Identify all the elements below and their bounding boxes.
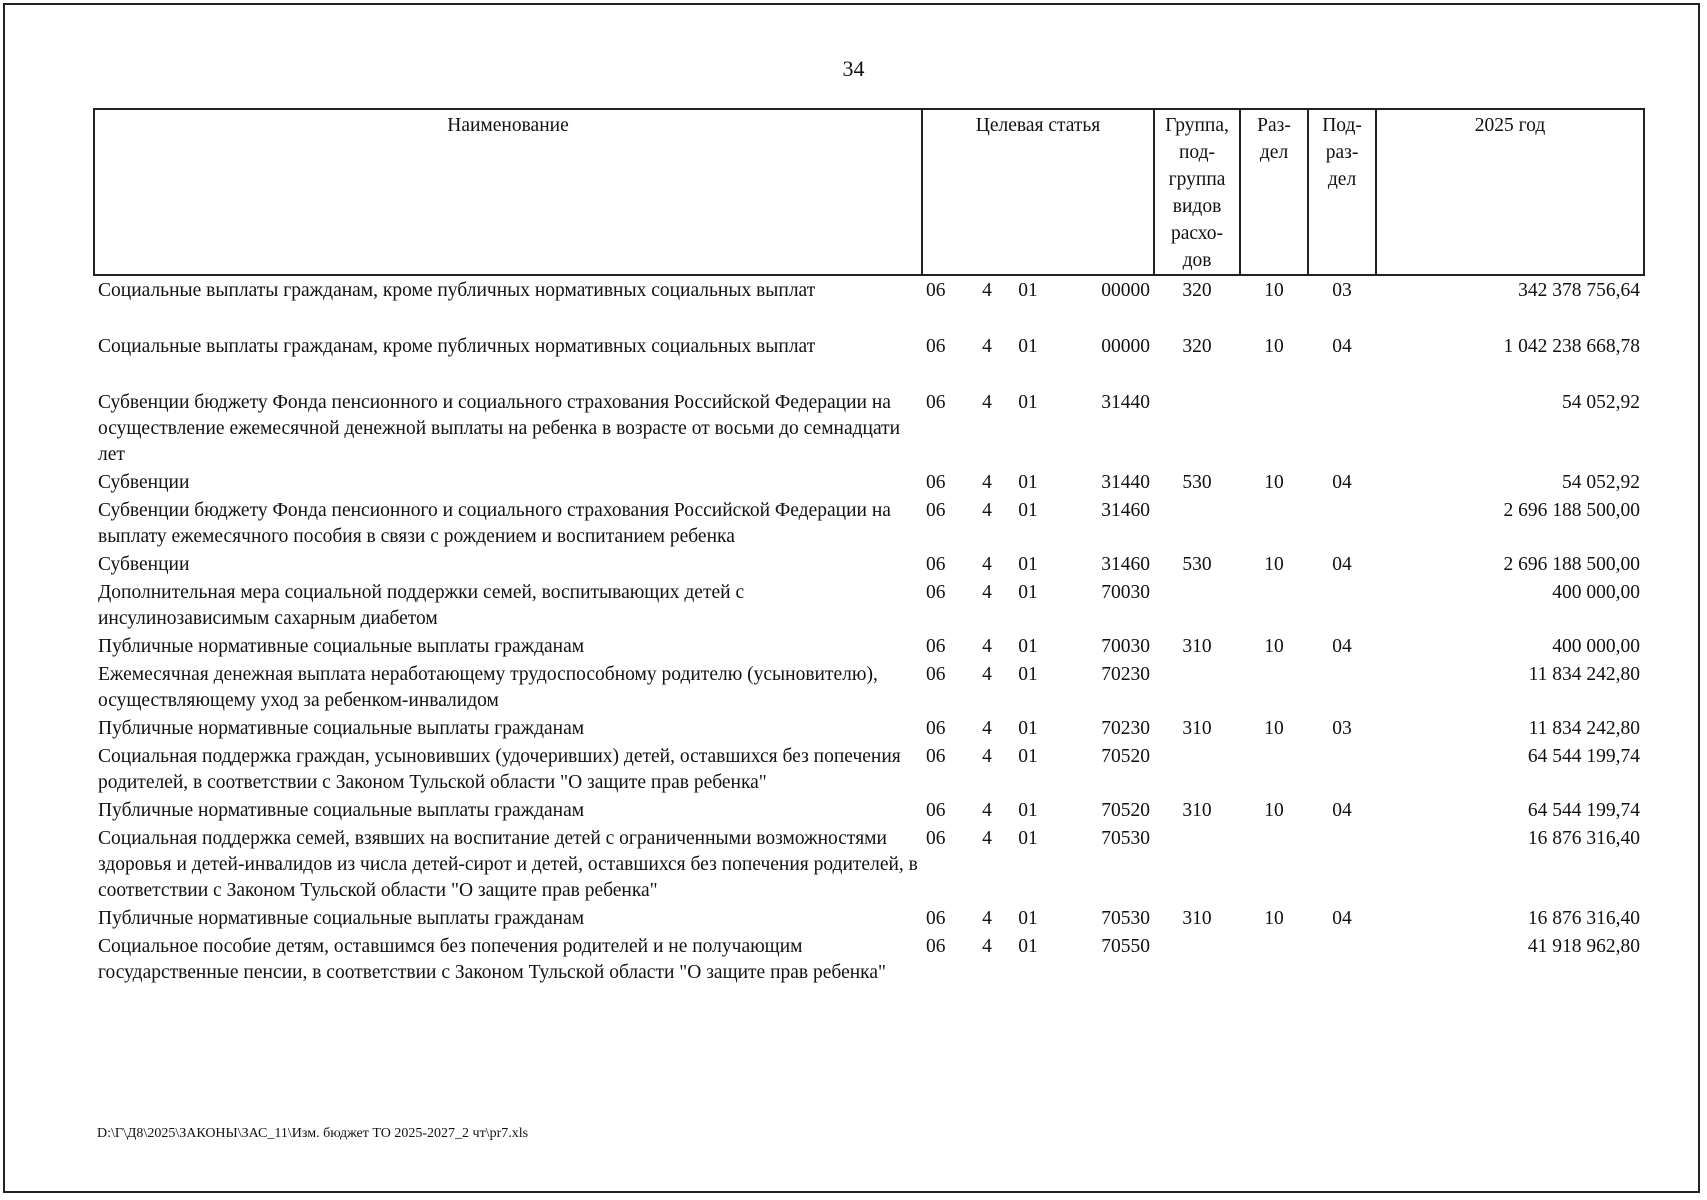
row-section <box>1240 932 1308 986</box>
row-subsection: 04 <box>1332 800 1352 821</box>
row-amount: 54 052,92 <box>1562 472 1641 493</box>
table-header-row <box>94 109 1644 275</box>
header-section: Раз- дел <box>1240 109 1308 275</box>
row-target-article-part3: 01 <box>1018 582 1038 603</box>
row-section <box>1240 824 1308 904</box>
row-expense-group: 310 <box>1182 718 1212 739</box>
header-year: 2025 год <box>1376 109 1644 275</box>
row-name: Социальная поддержка семей, взявших на воспитание детей с ограниченными возможностями здоровья и детей-инвалидов из числа детей-сирот и детей, оставшихся без попечения родителей, в соответствии с Законом Тульской области "О защите прав ребенка" <box>98 828 918 901</box>
row-subsection <box>1308 388 1376 468</box>
row-expense-group: 320 <box>1182 280 1212 301</box>
table-row <box>94 468 1644 496</box>
row-target-article-part4: 70230 <box>1101 718 1151 739</box>
row-target-article-part1: 06 <box>926 554 946 575</box>
row-target-article-part2: 4 <box>982 800 992 821</box>
row-subsection: 03 <box>1332 280 1352 301</box>
row-target-article-part1: 06 <box>926 280 946 301</box>
row-amount: 41 918 962,80 <box>1527 936 1641 957</box>
table-row <box>94 632 1644 660</box>
row-expense-group <box>1154 742 1240 796</box>
row-section: 10 <box>1264 336 1284 357</box>
row-target-article-part3: 01 <box>1018 392 1038 413</box>
row-expense-group <box>1154 660 1240 714</box>
row-target-article-part4: 70530 <box>1101 908 1151 929</box>
row-target-article-part4: 70030 <box>1101 582 1151 603</box>
table-row <box>94 550 1644 578</box>
table-row <box>94 932 1644 986</box>
row-subsection: 04 <box>1332 908 1352 929</box>
row-target-article-part3: 01 <box>1018 936 1038 957</box>
header-name: Наименование <box>94 109 922 275</box>
row-section: 10 <box>1264 280 1284 301</box>
row-target-article-part2: 4 <box>982 336 992 357</box>
table-row <box>94 332 1644 388</box>
row-amount: 16 876 316,40 <box>1527 908 1641 929</box>
table-row <box>94 388 1644 468</box>
row-amount: 54 052,92 <box>1562 392 1641 413</box>
row-target-article-part3: 01 <box>1018 746 1038 767</box>
row-target-article-part4: 70530 <box>1101 828 1151 849</box>
row-expense-group: 310 <box>1182 800 1212 821</box>
row-target-article-part3: 01 <box>1018 280 1038 301</box>
row-target-article-part3: 01 <box>1018 718 1038 739</box>
row-section <box>1240 578 1308 632</box>
row-amount: 400 000,00 <box>1552 636 1641 657</box>
row-target-article-part2: 4 <box>982 472 992 493</box>
row-target-article-part4: 31440 <box>1101 392 1151 413</box>
row-name: Публичные нормативные социальные выплаты гражданам <box>98 908 585 929</box>
row-expense-group: 530 <box>1182 554 1212 575</box>
page-number: 34 <box>842 56 865 81</box>
row-subsection: 04 <box>1332 554 1352 575</box>
header-group: Группа, под- группа видов расхо- дов <box>1154 109 1240 275</box>
row-target-article-part4: 31460 <box>1101 554 1151 575</box>
row-name: Социальные выплаты гражданам, кроме публичных нормативных социальных выплат <box>98 336 816 357</box>
row-section: 10 <box>1264 800 1284 821</box>
row-target-article-part1: 06 <box>926 392 946 413</box>
row-target-article-part3: 01 <box>1018 908 1038 929</box>
row-expense-group: 320 <box>1182 336 1212 357</box>
header-target-article: Целевая статья <box>922 109 1154 275</box>
row-target-article-part1: 06 <box>926 582 946 603</box>
row-target-article-part4: 70520 <box>1101 746 1151 767</box>
row-subsection <box>1308 824 1376 904</box>
row-expense-group <box>1154 496 1240 550</box>
row-subsection <box>1308 932 1376 986</box>
table-row <box>94 496 1644 550</box>
table-row <box>94 578 1644 632</box>
row-target-article-part2: 4 <box>982 908 992 929</box>
row-amount: 64 544 199,74 <box>1527 800 1641 821</box>
row-target-article-part1: 06 <box>926 472 946 493</box>
row-target-article-part3: 01 <box>1018 336 1038 357</box>
row-amount: 16 876 316,40 <box>1527 828 1641 849</box>
table-row <box>94 742 1644 796</box>
row-target-article-part1: 06 <box>926 828 946 849</box>
row-amount: 2 696 188 500,00 <box>1503 500 1641 521</box>
row-target-article-part2: 4 <box>982 828 992 849</box>
row-name: Публичные нормативные социальные выплаты гражданам <box>98 800 585 821</box>
row-target-article-part1: 06 <box>926 908 946 929</box>
row-section: 10 <box>1264 472 1284 493</box>
row-target-article-part3: 01 <box>1018 500 1038 521</box>
row-subsection: 04 <box>1332 636 1352 657</box>
row-target-article-part1: 06 <box>926 500 946 521</box>
row-subsection <box>1308 578 1376 632</box>
table-body <box>94 275 1644 986</box>
footer-file-path: D:\Г\Д8\2025\ЗАКОНЫ\ЗАС_11\Изм. бюджет ТО 2025-2027_2 чт\pr7.xls <box>97 1126 529 1141</box>
row-target-article-part3: 01 <box>1018 554 1038 575</box>
row-name: Субвенции бюджету Фонда пенсионного и социального страхования Российской Федерации на осуществление ежемесячной денежной выплаты на ребенка в возрасте от восьми до семнадцати лет <box>98 392 901 465</box>
row-amount: 342 378 756,64 <box>1518 280 1641 301</box>
row-section: 10 <box>1264 636 1284 657</box>
row-expense-group: 530 <box>1182 472 1212 493</box>
table-row <box>94 714 1644 742</box>
table-row <box>94 904 1644 932</box>
row-target-article-part4: 00000 <box>1101 280 1151 301</box>
row-section <box>1240 660 1308 714</box>
row-target-article-part1: 06 <box>926 636 946 657</box>
row-name: Субвенции бюджету Фонда пенсионного и социального страхования Российской Федерации на выплату ежемесячного пособия в связи с рождением и воспитанием ребенка <box>98 500 891 547</box>
row-target-article-part2: 4 <box>982 500 992 521</box>
row-amount: 2 696 188 500,00 <box>1503 554 1641 575</box>
row-target-article-part1: 06 <box>926 664 946 685</box>
row-target-article-part4: 31460 <box>1101 500 1151 521</box>
row-subsection: 04 <box>1332 472 1352 493</box>
row-subsection <box>1308 660 1376 714</box>
row-amount: 1 042 238 668,78 <box>1503 336 1641 357</box>
row-target-article-part1: 06 <box>926 718 946 739</box>
row-section <box>1240 742 1308 796</box>
budget-table <box>93 108 1645 986</box>
row-target-article-part3: 01 <box>1018 800 1038 821</box>
table-row <box>94 275 1644 332</box>
table-row <box>94 824 1644 904</box>
row-name: Публичные нормативные социальные выплаты гражданам <box>98 718 585 739</box>
row-amount: 400 000,00 <box>1552 582 1641 603</box>
row-target-article-part1: 06 <box>926 936 946 957</box>
row-subsection: 03 <box>1332 718 1352 739</box>
row-section: 10 <box>1264 554 1284 575</box>
table-row <box>94 796 1644 824</box>
row-name: Ежемесячная денежная выплата неработающему трудоспособному родителю (усыновителю), осуществляющему уход за ребенком-инвалидом <box>98 664 878 711</box>
row-target-article-part3: 01 <box>1018 636 1038 657</box>
row-target-article-part2: 4 <box>982 554 992 575</box>
row-target-article-part2: 4 <box>982 280 992 301</box>
row-target-article-part3: 01 <box>1018 664 1038 685</box>
row-expense-group <box>1154 388 1240 468</box>
row-expense-group: 310 <box>1182 908 1212 929</box>
row-target-article-part4: 00000 <box>1101 336 1151 357</box>
row-subsection <box>1308 496 1376 550</box>
row-name: Социальная поддержка граждан, усыновивших (удочеривших) детей, оставшихся без попечения родителей, в соответствии с Законом Тульской области "О защите прав ребенка" <box>98 746 901 793</box>
row-expense-group <box>1154 932 1240 986</box>
row-expense-group: 310 <box>1182 636 1212 657</box>
row-amount: 11 834 242,80 <box>1528 718 1641 739</box>
header-subsection: Под- раз- дел <box>1308 109 1376 275</box>
row-target-article-part2: 4 <box>982 636 992 657</box>
row-name: Субвенции <box>98 472 190 493</box>
row-target-article-part3: 01 <box>1018 828 1038 849</box>
row-section <box>1240 496 1308 550</box>
row-expense-group <box>1154 578 1240 632</box>
row-name: Дополнительная мера социальной поддержки семей, воспитывающих детей с инсулинозависимым сахарным диабетом <box>98 582 745 629</box>
row-amount: 11 834 242,80 <box>1528 664 1641 685</box>
row-section <box>1240 388 1308 468</box>
row-target-article-part4: 70520 <box>1101 800 1151 821</box>
row-name: Субвенции <box>98 554 190 575</box>
row-target-article-part1: 06 <box>926 746 946 767</box>
row-target-article-part1: 06 <box>926 336 946 357</box>
row-target-article-part1: 06 <box>926 800 946 821</box>
row-target-article-part2: 4 <box>982 936 992 957</box>
row-target-article-part2: 4 <box>982 582 992 603</box>
row-target-article-part2: 4 <box>982 746 992 767</box>
row-name: Социальные выплаты гражданам, кроме публичных нормативных социальных выплат <box>98 280 816 301</box>
row-target-article-part4: 70030 <box>1101 636 1151 657</box>
row-target-article-part2: 4 <box>982 664 992 685</box>
row-subsection: 04 <box>1332 336 1352 357</box>
row-expense-group <box>1154 824 1240 904</box>
row-target-article-part4: 70550 <box>1101 936 1151 957</box>
row-target-article-part4: 31440 <box>1101 472 1151 493</box>
row-section: 10 <box>1264 908 1284 929</box>
row-subsection <box>1308 742 1376 796</box>
row-name: Социальное пособие детям, оставшимся без попечения родителей и не получающим государственные пенсии, в соответствии с Законом Тульской области "О защите прав ребенка" <box>98 936 886 983</box>
row-target-article-part4: 70230 <box>1101 664 1151 685</box>
row-name: Публичные нормативные социальные выплаты гражданам <box>98 636 585 657</box>
row-target-article-part3: 01 <box>1018 472 1038 493</box>
row-target-article-part2: 4 <box>982 718 992 739</box>
table-row <box>94 660 1644 714</box>
row-section: 10 <box>1264 718 1284 739</box>
row-target-article-part2: 4 <box>982 392 992 413</box>
row-amount: 64 544 199,74 <box>1527 746 1641 767</box>
